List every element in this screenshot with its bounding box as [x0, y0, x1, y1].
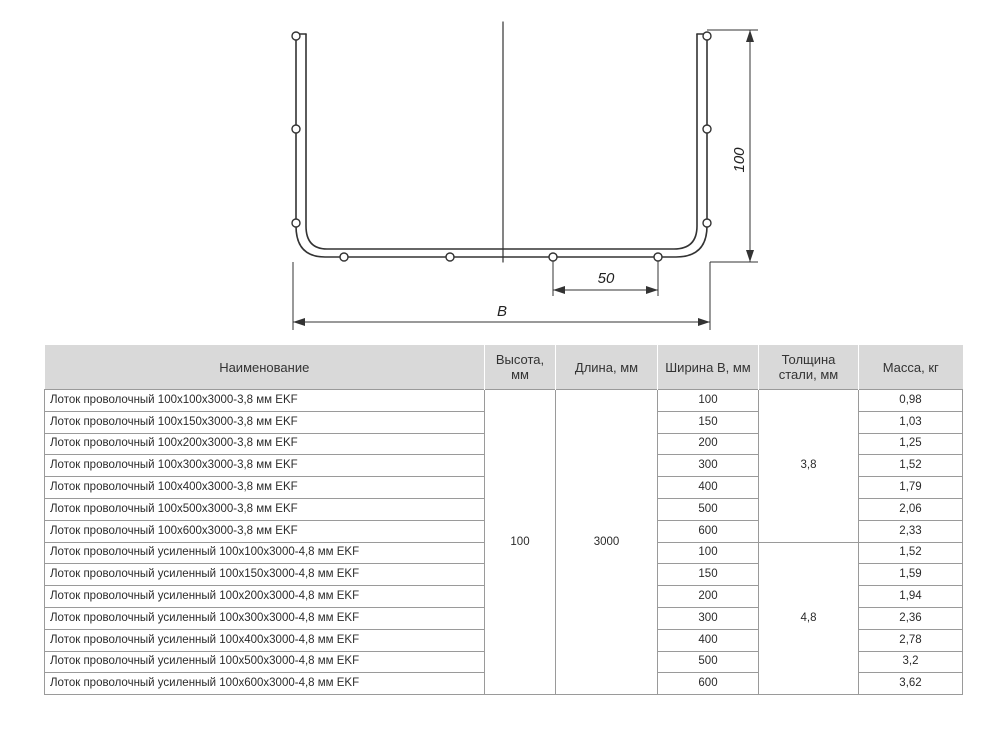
width-cell: 150 [658, 564, 759, 586]
width-cell: 200 [658, 586, 759, 608]
header-width: Ширина B, мм [658, 345, 759, 390]
table-body [45, 390, 963, 695]
product-name-cell: Лоток проволочный 100х500х3000-3,8 мм EKF [45, 498, 485, 520]
product-name-cell: Лоток проволочный усиленный 100х200х3000-4,8 мм EKF [45, 586, 485, 608]
mass-cell: 1,59 [859, 564, 963, 586]
table-row [45, 390, 963, 412]
mass-cell: 1,94 [859, 586, 963, 608]
tray-cross-section-drawing [0, 0, 1000, 340]
header-thickness: Толщина стали, мм [759, 345, 859, 390]
mass-cell: 1,52 [859, 455, 963, 477]
width-cell: 200 [658, 433, 759, 455]
cross-wire-points [292, 32, 711, 261]
product-name-cell: Лоток проволочный усиленный 100х150х3000-4,8 мм EKF [45, 564, 485, 586]
width-cell: 400 [658, 629, 759, 651]
mass-cell: 3,62 [859, 673, 963, 695]
mass-cell: 2,06 [859, 498, 963, 520]
specification-table [44, 345, 963, 695]
mass-cell: 2,33 [859, 520, 963, 542]
mass-cell: 1,25 [859, 433, 963, 455]
width-dimension-label: B [496, 303, 508, 320]
mass-cell: 2,36 [859, 607, 963, 629]
mass-cell: 2,78 [859, 629, 963, 651]
width-cell: 300 [658, 455, 759, 477]
width-cell: 150 [658, 411, 759, 433]
height-cell: 100 [485, 390, 556, 695]
thickness-cell: 3,8 [759, 390, 859, 543]
mass-cell: 1,52 [859, 542, 963, 564]
pitch-dimension-label: 50 [597, 270, 615, 287]
product-name-cell: Лоток проволочный усиленный 100х300х3000-4,8 мм EKF [45, 607, 485, 629]
mass-cell: 1,79 [859, 477, 963, 499]
header-mass: Масса, кг [859, 345, 963, 390]
header-length: Длина, мм [556, 345, 658, 390]
width-cell: 100 [658, 542, 759, 564]
width-cell: 400 [658, 477, 759, 499]
product-name-cell: Лоток проволочный 100х400х3000-3,8 мм EKF [45, 477, 485, 499]
product-name-cell: Лоток проволочный усиленный 100х100х3000-4,8 мм EKF [45, 542, 485, 564]
product-name-cell: Лоток проволочный 100х200х3000-3,8 мм EKF [45, 433, 485, 455]
width-cell: 300 [658, 607, 759, 629]
width-cell: 500 [658, 651, 759, 673]
product-name-cell: Лоток проволочный 100х150х3000-3,8 мм EKF [45, 411, 485, 433]
height-dimension-label: 100 [731, 147, 748, 173]
header-height: Высота, мм [485, 345, 556, 390]
width-cell: 100 [658, 390, 759, 412]
product-name-cell: Лоток проволочный 100х600х3000-3,8 мм EKF [45, 520, 485, 542]
length-cell: 3000 [556, 390, 658, 695]
width-cell: 500 [658, 498, 759, 520]
product-name-cell: Лоток проволочный усиленный 100х600х3000-4,8 мм EKF [45, 673, 485, 695]
width-cell: 600 [658, 673, 759, 695]
tray-inner-wire [306, 34, 697, 249]
header-name: Наименование [45, 345, 485, 390]
width-cell: 600 [658, 520, 759, 542]
thickness-cell: 4,8 [759, 542, 859, 695]
table-header-row [45, 345, 963, 390]
mass-cell: 3,2 [859, 651, 963, 673]
mass-cell: 0,98 [859, 390, 963, 412]
tray-outer-wire [296, 34, 707, 257]
mass-cell: 1,03 [859, 411, 963, 433]
product-name-cell: Лоток проволочный 100х100х3000-3,8 мм EKF [45, 390, 485, 412]
product-name-cell: Лоток проволочный усиленный 100х400х3000-4,8 мм EKF [45, 629, 485, 651]
product-name-cell: Лоток проволочный 100х300х3000-3,8 мм EKF [45, 455, 485, 477]
product-name-cell: Лоток проволочный усиленный 100х500х3000-4,8 мм EKF [45, 651, 485, 673]
